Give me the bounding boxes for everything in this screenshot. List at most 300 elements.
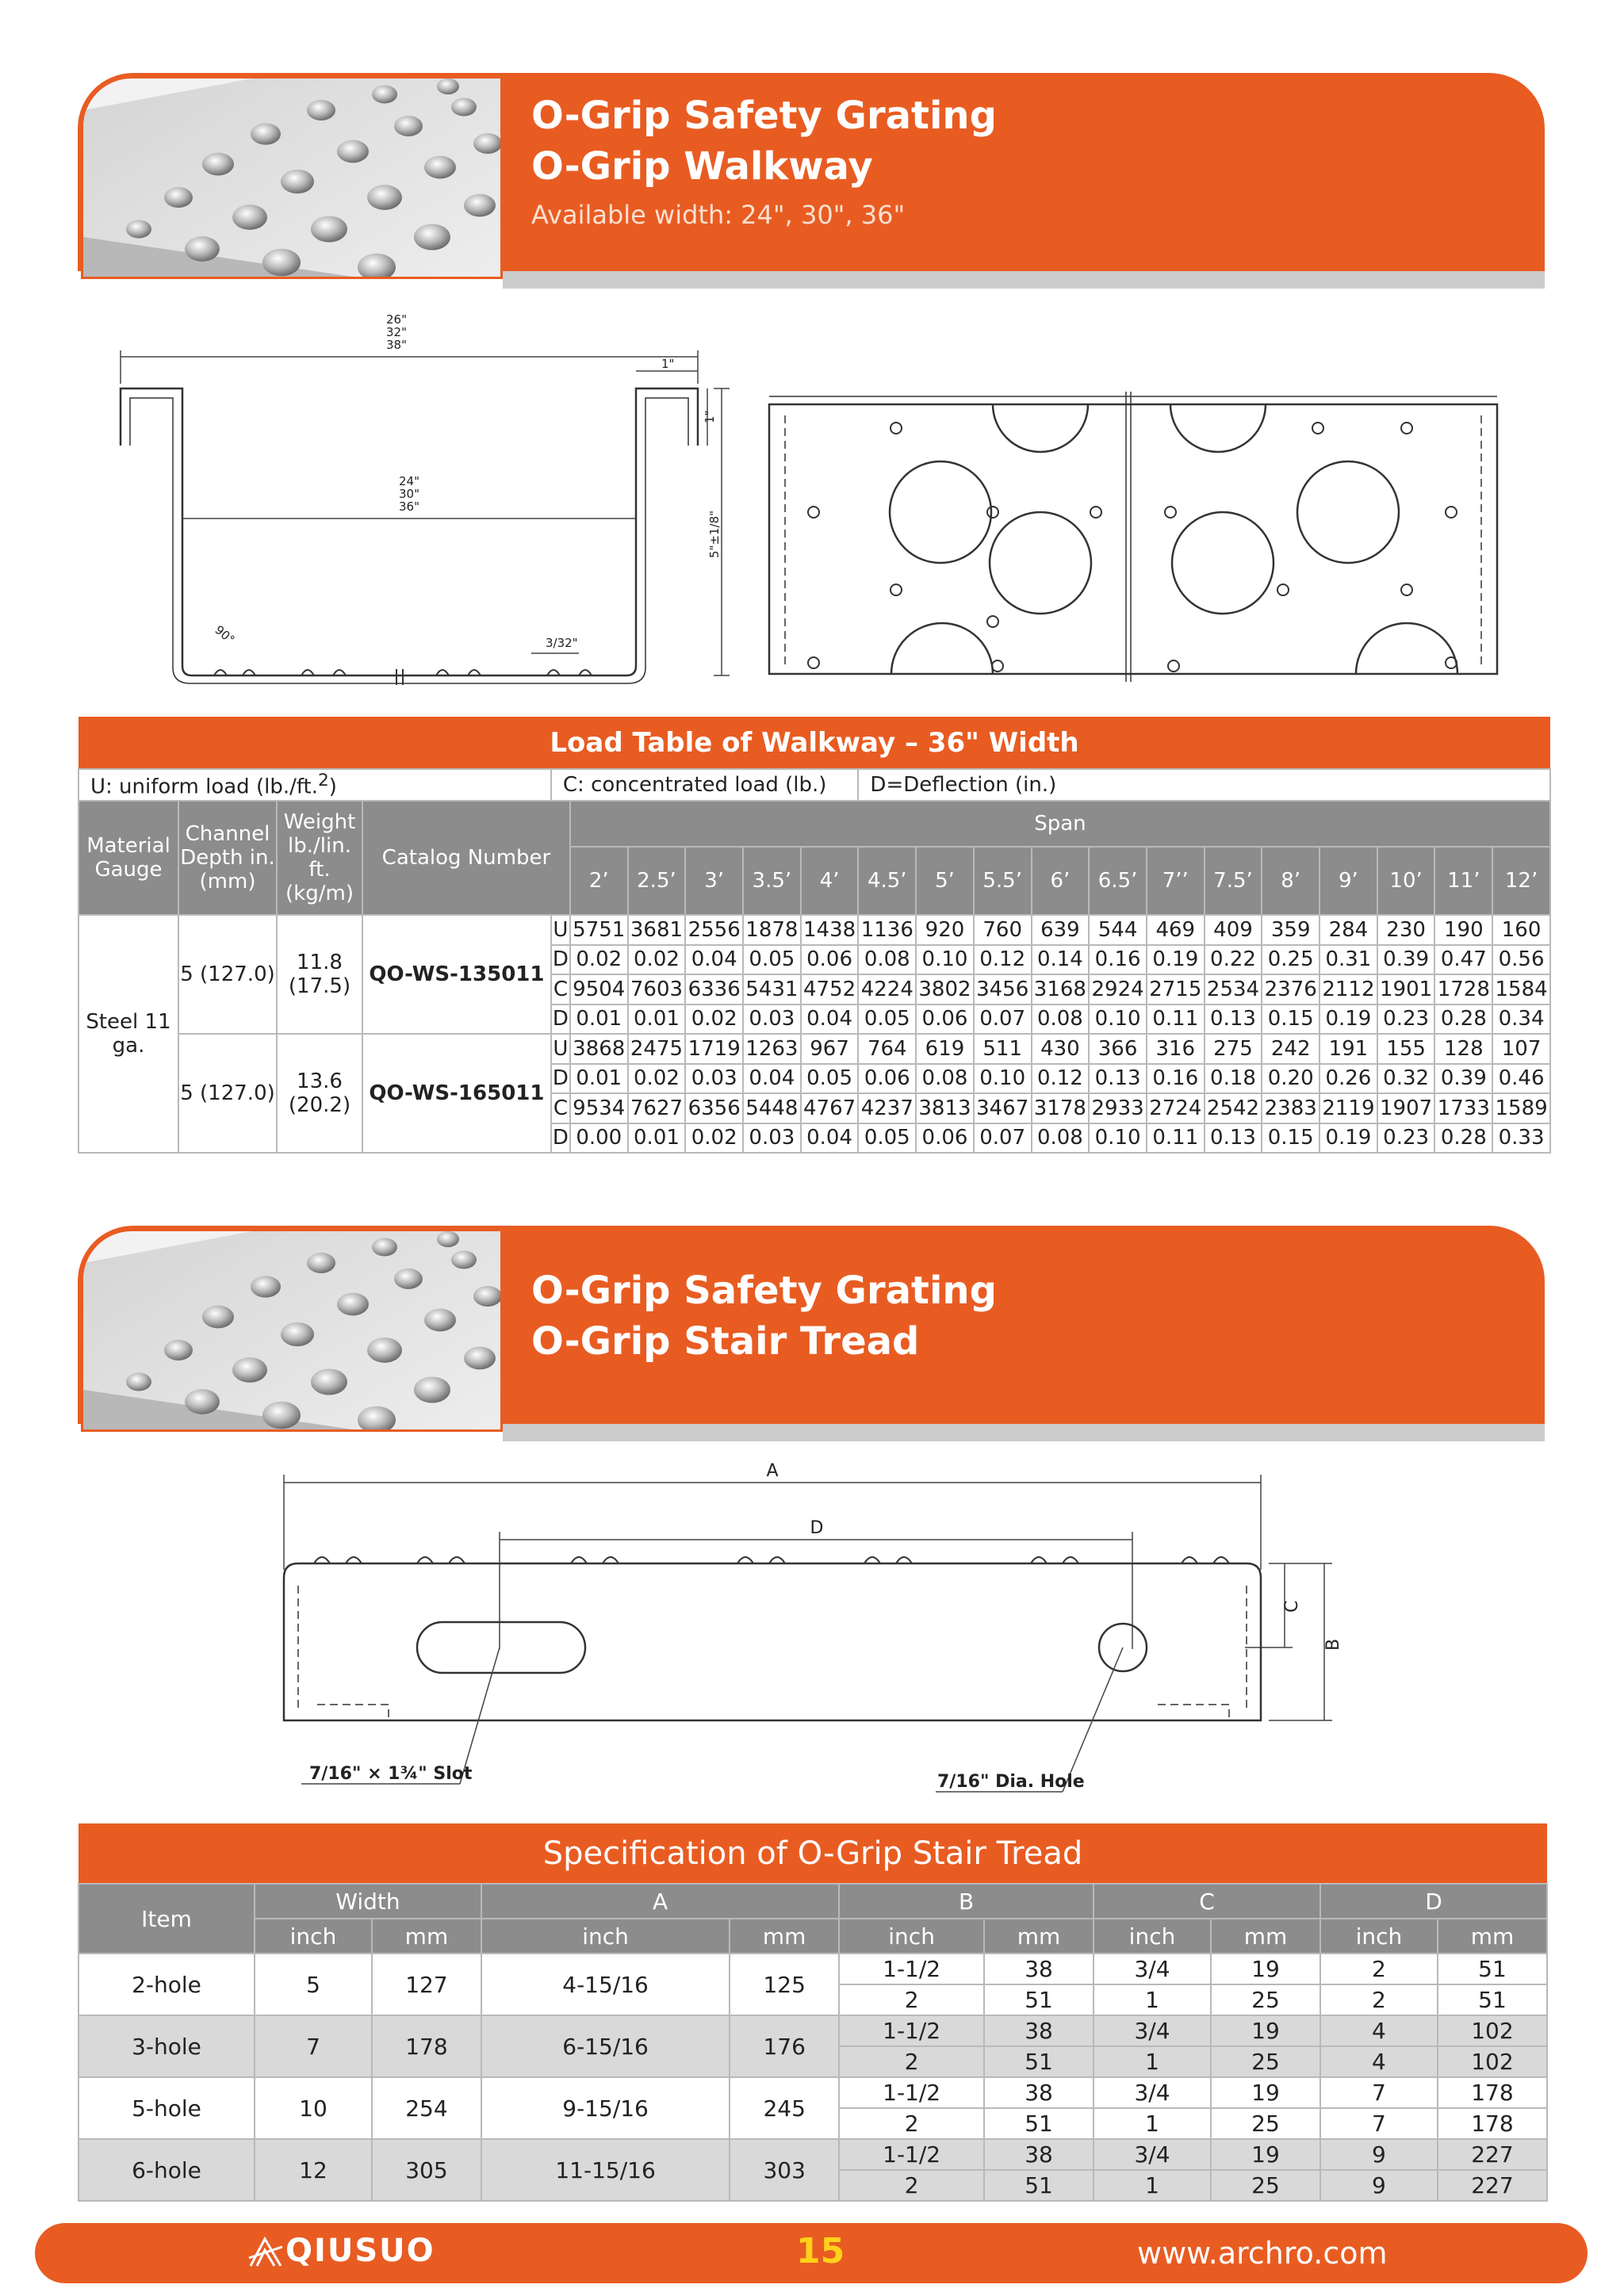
- dimple-mark: [185, 1389, 220, 1414]
- load-value-cell: 4237: [858, 1093, 916, 1123]
- load-value-cell: 359: [1262, 915, 1320, 945]
- header-channel-depth: Channel Depth in. (mm): [178, 801, 277, 915]
- load-value-cell: 5431: [743, 974, 801, 1004]
- grating-photo: [81, 1229, 503, 1432]
- dimple-mark: [367, 185, 402, 210]
- load-value-cell: 2924: [1089, 974, 1147, 1004]
- spec-a-mm-cell: 245: [730, 2077, 839, 2139]
- load-value-cell: 2534: [1205, 974, 1262, 1004]
- unit-inch-header: inch: [1320, 1919, 1438, 1954]
- spec-w-mm-cell: 254: [372, 2077, 481, 2139]
- dimple-mark: [251, 1276, 281, 1297]
- load-value-cell: 0.23: [1377, 1004, 1435, 1035]
- load-value-cell: 0.01: [628, 1004, 686, 1035]
- table-row: [79, 2139, 1547, 2170]
- span-header-cell: 2.5’: [628, 847, 686, 915]
- load-value-cell: 3467: [974, 1093, 1032, 1123]
- top-width-label-2: 32": [386, 325, 407, 339]
- dimple-mark: [262, 1402, 301, 1429]
- header-width: Width: [255, 1884, 481, 1919]
- header-a: A: [481, 1884, 839, 1919]
- dimple-mark: [337, 1293, 369, 1316]
- dimple-mark: [414, 1376, 450, 1402]
- walkway-title-1: O-Grip Safety Grating: [531, 94, 997, 138]
- load-value-cell: 0.25: [1262, 945, 1320, 975]
- spec-value-cell: 25: [1211, 1984, 1320, 2015]
- load-value-cell: 0.08: [916, 1064, 974, 1094]
- load-value-cell: 0.08: [1032, 1123, 1090, 1154]
- load-value-cell: 2119: [1320, 1093, 1377, 1123]
- grating-photo: [81, 76, 503, 279]
- span-header-cell: 8’: [1262, 847, 1320, 915]
- load-value-cell: 0.01: [570, 1064, 628, 1094]
- load-value-cell: 0.06: [801, 945, 859, 975]
- table-row: [79, 2015, 1547, 2046]
- span-header-cell: 10’: [1377, 847, 1435, 915]
- span-header-cell: 3.5’: [743, 847, 801, 915]
- load-value-cell: 275: [1205, 1034, 1262, 1064]
- load-value-cell: 619: [916, 1034, 974, 1064]
- header-item: Item: [79, 1884, 255, 1954]
- span-header-cell: 6’: [1032, 847, 1090, 915]
- page-footer: [35, 2223, 1588, 2283]
- spec-item-cell: 3-hole: [79, 2015, 255, 2077]
- spec-value-cell: 51: [984, 2170, 1094, 2201]
- load-value-cell: 9504: [570, 974, 628, 1004]
- load-value-cell: 2556: [685, 915, 743, 945]
- load-value-cell: 0.32: [1377, 1064, 1435, 1094]
- header-material-gauge: Material Gauge: [79, 801, 178, 915]
- load-value-cell: 0.04: [743, 1064, 801, 1094]
- stair-title-2: O-Grip Stair Tread: [531, 1319, 920, 1364]
- load-value-cell: 0.26: [1320, 1064, 1377, 1094]
- walkway-cross-section-drawing: [103, 304, 1530, 685]
- spec-value-cell: 19: [1211, 1954, 1320, 1984]
- dimple-mark: [473, 133, 502, 154]
- dimension-a-label: A: [766, 1461, 779, 1481]
- spec-value-cell: 2: [839, 2170, 984, 2201]
- spec-value-cell: 4: [1320, 2015, 1438, 2046]
- spec-value-cell: 38: [984, 2139, 1094, 2170]
- spec-value-cell: 25: [1211, 2108, 1320, 2139]
- spec-value-cell: 38: [984, 1954, 1094, 1984]
- spec-value-cell: 25: [1211, 2170, 1320, 2201]
- spec-value-cell: 7: [1320, 2077, 1438, 2108]
- load-value-cell: 0.34: [1492, 1004, 1550, 1035]
- span-header-cell: 9’: [1320, 847, 1377, 915]
- spec-a-in-cell: 9-15/16: [481, 2077, 730, 2139]
- table-row: [79, 2077, 1547, 2108]
- load-value-cell: 0.39: [1377, 945, 1435, 975]
- dimple-mark: [307, 1253, 335, 1273]
- span-header-cell: 4.5’: [858, 847, 916, 915]
- spec-value-cell: 3/4: [1094, 2139, 1211, 2170]
- brand-name: QIUSUO: [285, 2233, 435, 2269]
- slot-label: 7/16" × 1¾" Slot: [309, 1764, 473, 1784]
- spec-value-cell: 51: [984, 1984, 1094, 2015]
- load-value-cell: 0.13: [1205, 1004, 1262, 1035]
- spec-value-cell: 2: [839, 2046, 984, 2077]
- dimple-mark: [394, 1269, 423, 1289]
- dimple-mark: [251, 123, 281, 144]
- load-value-cell: 0.06: [858, 1064, 916, 1094]
- banner-stripe: [503, 1424, 1545, 1441]
- spec-value-cell: 1: [1094, 2046, 1211, 2077]
- load-value-cell: 0.05: [858, 1123, 916, 1154]
- load-value-cell: 2112: [1320, 974, 1377, 1004]
- load-value-cell: 2376: [1262, 974, 1320, 1004]
- load-value-cell: 0.10: [1089, 1123, 1147, 1154]
- load-value-cell: 0.15: [1262, 1004, 1320, 1035]
- load-value-cell: 1907: [1377, 1093, 1435, 1123]
- load-value-cell: 6356: [685, 1093, 743, 1123]
- load-value-cell: 128: [1434, 1034, 1492, 1064]
- top-width-label-1: 26": [386, 312, 407, 327]
- load-value-cell: 2724: [1147, 1093, 1205, 1123]
- load-value-cell: 366: [1089, 1034, 1147, 1064]
- spec-value-cell: 102: [1438, 2015, 1547, 2046]
- dimple-mark: [281, 1322, 314, 1346]
- material-gauge-cell: Steel 11 ga.: [79, 915, 178, 1153]
- load-value-cell: 0.39: [1434, 1064, 1492, 1094]
- span-header-cell: 7’’: [1147, 847, 1205, 915]
- spec-value-cell: 3/4: [1094, 2015, 1211, 2046]
- dimple-mark: [281, 170, 314, 193]
- load-value-cell: 0.28: [1434, 1123, 1492, 1154]
- weight-cell: 11.8 (17.5): [277, 915, 362, 1034]
- load-value-cell: 0.08: [858, 945, 916, 975]
- load-value-cell: 0.10: [974, 1064, 1032, 1094]
- inner-width-label-3: 36": [399, 499, 419, 514]
- load-value-cell: 230: [1377, 915, 1435, 945]
- catalog-number-cell: QO-WS-135011: [362, 915, 551, 1034]
- load-value-cell: 242: [1262, 1034, 1320, 1064]
- load-value-cell: 0.46: [1492, 1064, 1550, 1094]
- spec-value-cell: 51: [984, 2108, 1094, 2139]
- dimple-mark: [337, 140, 369, 163]
- load-value-cell: 0.02: [685, 1004, 743, 1035]
- dimple-mark: [424, 156, 456, 179]
- load-value-cell: 0.02: [628, 1064, 686, 1094]
- dimple-mark: [367, 1337, 402, 1363]
- spec-table-body: [79, 1954, 1547, 2201]
- load-value-cell: 0.12: [974, 945, 1032, 975]
- dimension-b-label: B: [1323, 1638, 1343, 1651]
- spec-value-cell: 4: [1320, 2046, 1438, 2077]
- stair-title-1: O-Grip Safety Grating: [531, 1269, 997, 1313]
- dimple-mark: [464, 194, 496, 217]
- channel-depth-cell: 5 (127.0): [178, 915, 277, 1034]
- span-header-cell: 4’: [801, 847, 859, 915]
- load-value-cell: 0.05: [743, 945, 801, 975]
- load-value-cell: 3802: [916, 974, 974, 1004]
- load-value-cell: 2715: [1147, 974, 1205, 1004]
- header-c: C: [1094, 1884, 1320, 1919]
- spec-value-cell: 178: [1438, 2077, 1547, 2108]
- spec-value-cell: 38: [984, 2077, 1094, 2108]
- dimple-mark: [126, 220, 151, 238]
- load-type-cell: D: [551, 1064, 570, 1094]
- unit-mm-header: mm: [1438, 1919, 1547, 1954]
- spec-value-cell: 9: [1320, 2170, 1438, 2201]
- spec-value-cell: 51: [1438, 1984, 1547, 2015]
- spec-value-cell: 2: [839, 2108, 984, 2139]
- load-value-cell: 0.56: [1492, 945, 1550, 975]
- spec-w-in-cell: 10: [255, 2077, 372, 2139]
- load-value-cell: 409: [1205, 915, 1262, 945]
- load-value-cell: 5751: [570, 915, 628, 945]
- load-value-cell: 2933: [1089, 1093, 1147, 1123]
- weight-cell: 13.6 (20.2): [277, 1034, 362, 1153]
- load-value-cell: 1584: [1492, 974, 1550, 1004]
- load-value-cell: 0.11: [1147, 1004, 1205, 1035]
- inner-width-label-2: 30": [399, 487, 419, 501]
- spec-value-cell: 38: [984, 2015, 1094, 2046]
- load-value-cell: 4752: [801, 974, 859, 1004]
- dimple-mark: [372, 85, 397, 103]
- load-value-cell: 1733: [1434, 1093, 1492, 1123]
- load-value-cell: 1878: [743, 915, 801, 945]
- load-value-cell: 160: [1492, 915, 1550, 945]
- spec-value-cell: 1: [1094, 2108, 1211, 2139]
- hole-label: 7/16" Dia. Hole: [937, 1772, 1085, 1792]
- span-header-cell: 11’: [1434, 847, 1492, 915]
- spec-value-cell: 19: [1211, 2139, 1320, 2170]
- spec-item-cell: 6-hole: [79, 2139, 255, 2201]
- load-value-cell: 3456: [974, 974, 1032, 1004]
- spec-w-in-cell: 5: [255, 1954, 372, 2015]
- load-value-cell: 0.20: [1262, 1064, 1320, 1094]
- header-catalog-number: Catalog Number: [362, 801, 570, 915]
- load-value-cell: 107: [1492, 1034, 1550, 1064]
- load-value-cell: 0.04: [801, 1004, 859, 1035]
- unit-inch-header: inch: [1094, 1919, 1211, 1954]
- load-value-cell: 3868: [570, 1034, 628, 1064]
- spec-value-cell: 2: [1320, 1984, 1438, 2015]
- load-value-cell: 0.04: [801, 1123, 859, 1154]
- load-value-cell: 0.05: [858, 1004, 916, 1035]
- load-value-cell: 6336: [685, 974, 743, 1004]
- load-value-cell: 0.13: [1205, 1123, 1262, 1154]
- spec-a-mm-cell: 176: [730, 2015, 839, 2077]
- spec-value-cell: 2: [839, 1984, 984, 2015]
- spec-value-cell: 1: [1094, 1984, 1211, 2015]
- spec-value-cell: 25: [1211, 2046, 1320, 2077]
- load-type-cell: D: [551, 1004, 570, 1035]
- load-value-cell: 0.06: [916, 1123, 974, 1154]
- load-value-cell: 0.02: [628, 945, 686, 975]
- lip-width-label: 1": [661, 357, 675, 371]
- load-value-cell: 4224: [858, 974, 916, 1004]
- load-value-cell: 316: [1147, 1034, 1205, 1064]
- load-value-cell: 764: [858, 1034, 916, 1064]
- load-value-cell: 191: [1320, 1034, 1377, 1064]
- catalog-number-cell: QO-WS-165011: [362, 1034, 551, 1153]
- load-value-cell: 920: [916, 915, 974, 945]
- dimple-mark: [311, 216, 347, 242]
- load-value-cell: 0.15: [1262, 1123, 1320, 1154]
- spec-w-in-cell: 12: [255, 2139, 372, 2201]
- load-value-cell: 0.16: [1147, 1064, 1205, 1094]
- legend-deflection: D=Deflection (in.): [858, 769, 1550, 801]
- load-value-cell: 1136: [858, 915, 916, 945]
- load-value-cell: 0.18: [1205, 1064, 1262, 1094]
- load-value-cell: 190: [1434, 915, 1492, 945]
- spec-w-mm-cell: 127: [372, 1954, 481, 2015]
- load-value-cell: 0.31: [1320, 945, 1377, 975]
- load-value-cell: 967: [801, 1034, 859, 1064]
- load-value-cell: 1263: [743, 1034, 801, 1064]
- load-value-cell: 0.22: [1205, 945, 1262, 975]
- dimension-c-label: C: [1282, 1600, 1302, 1613]
- unit-inch-header: inch: [255, 1919, 372, 1954]
- dimple-mark: [464, 1347, 496, 1370]
- load-value-cell: 0.19: [1147, 945, 1205, 975]
- table-row: [79, 1954, 1547, 1984]
- span-header-cell: 5’: [916, 847, 974, 915]
- load-value-cell: 760: [974, 915, 1032, 945]
- spec-value-cell: 3/4: [1094, 1954, 1211, 1984]
- load-value-cell: 0.01: [628, 1123, 686, 1154]
- load-value-cell: 0.03: [685, 1064, 743, 1094]
- thickness-label: 3/32": [546, 636, 578, 650]
- spec-value-cell: 1: [1094, 2170, 1211, 2201]
- load-table-caption: Load Table of Walkway – 36" Width: [79, 717, 1550, 769]
- load-type-cell: U: [551, 915, 570, 945]
- load-value-cell: 0.07: [974, 1123, 1032, 1154]
- load-value-cell: 0.28: [1434, 1004, 1492, 1035]
- spec-value-cell: 19: [1211, 2077, 1320, 2108]
- legend-uniform-load: U: uniform load (lb./ft.$^2$): [79, 769, 551, 801]
- spec-w-mm-cell: 178: [372, 2015, 481, 2077]
- spec-w-mm-cell: 305: [372, 2139, 481, 2201]
- load-value-cell: 0.19: [1320, 1123, 1377, 1154]
- load-value-cell: 284: [1320, 915, 1377, 945]
- unit-inch-header: inch: [481, 1919, 730, 1954]
- load-value-cell: 0.02: [570, 945, 628, 975]
- dimple-mark: [451, 98, 477, 116]
- load-value-cell: 511: [974, 1034, 1032, 1064]
- span-header-cell: 2’: [570, 847, 628, 915]
- load-value-cell: 3681: [628, 915, 686, 945]
- spec-value-cell: 51: [984, 2046, 1094, 2077]
- load-value-cell: 9534: [570, 1093, 628, 1123]
- load-value-cell: 155: [1377, 1034, 1435, 1064]
- load-value-cell: 1438: [801, 915, 859, 945]
- header-span: Span: [570, 801, 1550, 847]
- load-type-cell: C: [551, 974, 570, 1004]
- load-value-cell: 639: [1032, 915, 1090, 945]
- spec-a-mm-cell: 125: [730, 1954, 839, 2015]
- spec-a-in-cell: 4-15/16: [481, 1954, 730, 2015]
- load-value-cell: 0.06: [916, 1004, 974, 1035]
- lip-height-label: 1": [703, 410, 717, 423]
- website-link[interactable]: www.archro.com: [1137, 2236, 1388, 2271]
- spec-value-cell: 51: [1438, 1954, 1547, 1984]
- spec-value-cell: 227: [1438, 2170, 1547, 2201]
- span-header-cell: 3’: [685, 847, 743, 915]
- dimple-mark: [394, 116, 423, 136]
- banner-stripe: [503, 271, 1545, 289]
- dimple-mark: [232, 205, 267, 230]
- angle-label: 90°: [212, 622, 238, 648]
- span-header-cell: 5.5’: [974, 847, 1032, 915]
- header-weight: Weight lb./lin. ft. (kg/m): [277, 801, 362, 915]
- inner-width-label-1: 24": [399, 474, 419, 488]
- table-row: [79, 915, 1550, 945]
- dimple-mark: [307, 100, 335, 121]
- load-value-cell: 1728: [1434, 974, 1492, 1004]
- load-value-cell: 0.01: [570, 1004, 628, 1035]
- spec-value-cell: 7: [1320, 2108, 1438, 2139]
- load-value-cell: 0.07: [974, 1004, 1032, 1035]
- dimple-mark: [372, 1238, 397, 1256]
- load-value-cell: 2475: [628, 1034, 686, 1064]
- load-type-cell: D: [551, 1123, 570, 1154]
- table-row: [79, 1034, 1550, 1064]
- spec-item-cell: 5-hole: [79, 2077, 255, 2139]
- top-width-label-3: 38": [386, 338, 407, 352]
- dimple-mark: [414, 224, 450, 250]
- dimension-d-label: D: [810, 1518, 824, 1538]
- brand-logo-icon: [247, 2234, 284, 2272]
- span-header-cell: 7.5’: [1205, 847, 1262, 915]
- dimple-mark: [262, 249, 301, 277]
- unit-mm-header: mm: [372, 1919, 481, 1954]
- spec-value-cell: 1-1/2: [839, 2015, 984, 2046]
- load-value-cell: 5448: [743, 1093, 801, 1123]
- dimple-mark: [202, 153, 234, 176]
- dimple-mark: [437, 78, 459, 94]
- load-value-cell: 0.04: [685, 945, 743, 975]
- spec-table-caption: Specification of O-Grip Stair Tread: [79, 1823, 1547, 1884]
- stair-tread-drawing: [270, 1443, 1380, 1816]
- dimple-mark: [164, 187, 193, 208]
- load-value-cell: 0.00: [570, 1123, 628, 1154]
- spec-value-cell: 227: [1438, 2139, 1547, 2170]
- load-value-cell: 0.03: [743, 1004, 801, 1035]
- load-value-cell: 469: [1147, 915, 1205, 945]
- walkway-load-table: [78, 717, 1551, 1154]
- spec-value-cell: 102: [1438, 2046, 1547, 2077]
- page-number: 15: [796, 2231, 845, 2271]
- dimple-mark: [311, 1368, 347, 1395]
- load-value-cell: 0.47: [1434, 945, 1492, 975]
- spec-value-cell: 1-1/2: [839, 2077, 984, 2108]
- dimple-mark: [424, 1309, 456, 1332]
- dimple-mark: [232, 1357, 267, 1383]
- spec-value-cell: 178: [1438, 2108, 1547, 2139]
- spec-value-cell: 19: [1211, 2015, 1320, 2046]
- header-d: D: [1320, 1884, 1547, 1919]
- stair-spec-table: [78, 1823, 1548, 2202]
- load-value-cell: 0.03: [743, 1123, 801, 1154]
- spec-a-mm-cell: 303: [730, 2139, 839, 2201]
- spec-a-in-cell: 6-15/16: [481, 2015, 730, 2077]
- load-value-cell: 7603: [628, 974, 686, 1004]
- spec-w-in-cell: 7: [255, 2015, 372, 2077]
- walkway-subtitle: Available width: 24", 30", 36": [531, 200, 906, 230]
- dimple-mark: [473, 1286, 502, 1307]
- load-value-cell: 0.08: [1032, 1004, 1090, 1035]
- spec-value-cell: 1-1/2: [839, 1954, 984, 1984]
- load-value-cell: 3178: [1032, 1093, 1090, 1123]
- spec-item-cell: 2-hole: [79, 1954, 255, 2015]
- spec-value-cell: 3/4: [1094, 2077, 1211, 2108]
- load-value-cell: 0.05: [801, 1064, 859, 1094]
- load-value-cell: 0.10: [1089, 1004, 1147, 1035]
- load-value-cell: 0.14: [1032, 945, 1090, 975]
